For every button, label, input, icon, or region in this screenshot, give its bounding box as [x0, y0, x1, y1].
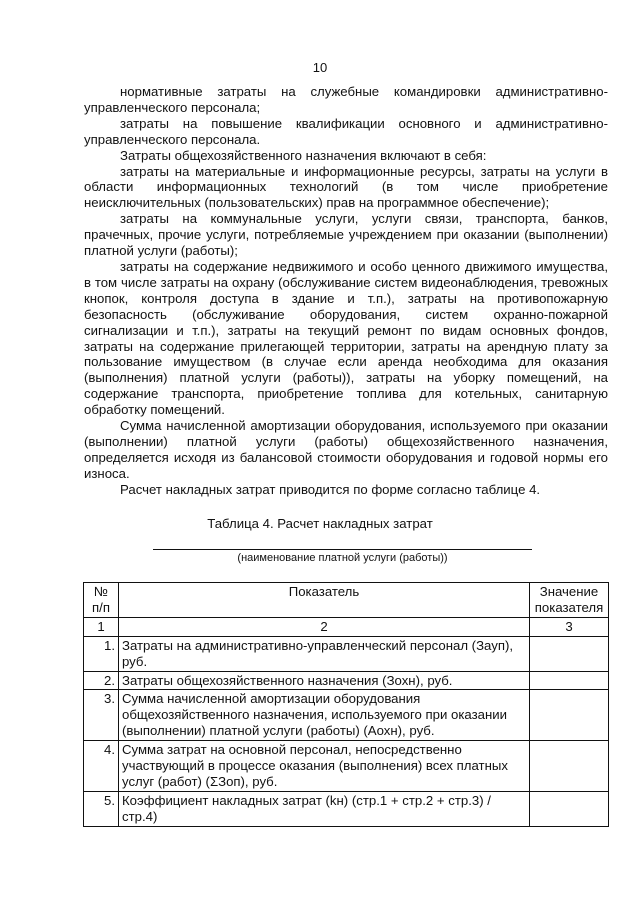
table-title: Таблица 4. Расчет накладных затрат [207, 516, 433, 531]
body-text [84, 84, 608, 498]
service-name-line [153, 549, 532, 550]
table-row [84, 671, 609, 690]
row-indicator: Коэффициент накладных затрат (kн) (стр.1 + стр.2 + стр.3) / стр.4) [119, 791, 530, 826]
page-number: 10 [312, 60, 328, 75]
paragraph: затраты на повышение квалификации основного и административно-управленческого персонала. [84, 115, 608, 147]
row-indicator: Затраты общехозяйственного назначения (Зохн), руб. [119, 671, 530, 690]
table-row [84, 690, 609, 741]
column-number-row [84, 617, 609, 636]
paragraph: Сумма начисленной амортизации оборудования, используемого при оказании (выполнении) платной услуги (работы) общехозяйственного назначения, определяется исходя из балансовой стоимости оборудования и годовой нормы его износа. [84, 418, 608, 481]
row-indicator: Затраты на административно-управленческий персонал (Зауп), руб. [119, 636, 530, 671]
table-row [84, 791, 609, 826]
table-row [84, 636, 609, 671]
paragraph: затраты на материальные и информационные ресурсы, затраты на услуги в области информационных технологий (в том числе приобретение неисключительных (пользовательских) прав на программное обеспечение); [84, 163, 608, 211]
row-indicator: Сумма начисленной амортизации оборудования общехозяйственного назначения, используемого при оказании (выполнении) платной услуги (работы) (Аохн), руб. [119, 690, 530, 741]
header-value: Значение показателя [530, 583, 609, 618]
column-number: 3 [530, 617, 609, 636]
row-num: 2. [84, 671, 119, 690]
paragraph: Затраты общехозяйственного назначения включают в себя: [120, 147, 487, 163]
row-indicator: Сумма затрат на основной персонал, непосредственно участвующий в процессе оказания (выполнения) всех платных услуг (работ) (ΣЗоп), руб. [119, 741, 530, 792]
row-num: 1. [84, 636, 119, 671]
header-num: № п/п [84, 583, 119, 618]
paragraph: Расчет накладных затрат приводится по форме согласно таблице 4. [120, 481, 541, 497]
service-name-caption: (наименование платной услуги (работы)) [237, 552, 448, 564]
row-value [530, 636, 609, 671]
column-number: 2 [119, 617, 530, 636]
row-value [530, 671, 609, 690]
table-row [84, 741, 609, 792]
paragraph: затраты на содержание недвижимого и особо ценного движимого имущества, в том числе затраты на охрану (обслуживание систем видеонаблюдения, тревожных кнопок, контроля доступа в здание и т.п.), затраты на противопожарную безопасность (обслуживание оборудования, систем охранно-пожарной сигнализации и т.п.), затраты на текущий ремонт по видам основных фондов, затраты на содержание прилегающей территории, затраты на арендную плату за пользование имуществом (в случае если аренда необходима для оказания (выполнения) платной услуги (работы)), затраты на уборку помещений, на содержание транспорта, приобретение топлива для котельных, санитарную обработку помещений. [84, 258, 608, 418]
row-value [530, 690, 609, 741]
row-value [530, 791, 609, 826]
table-header-row [84, 583, 609, 618]
row-value [530, 741, 609, 792]
row-num: 5. [84, 791, 119, 826]
paragraph: нормативные затраты на служебные командировки административно-управленческого персонала; [84, 84, 608, 115]
header-indicator: Показатель [119, 583, 530, 618]
paragraph: затраты на коммунальные услуги, услуги связи, транспорта, банков, прачечных, прочие услуги, потребляемые учреждением при оказании (выполнении) платной услуги (работы); [84, 211, 608, 259]
row-num: 3. [84, 690, 119, 741]
overhead-cost-table [83, 582, 609, 827]
column-number: 1 [84, 617, 119, 636]
row-num: 4. [84, 741, 119, 792]
